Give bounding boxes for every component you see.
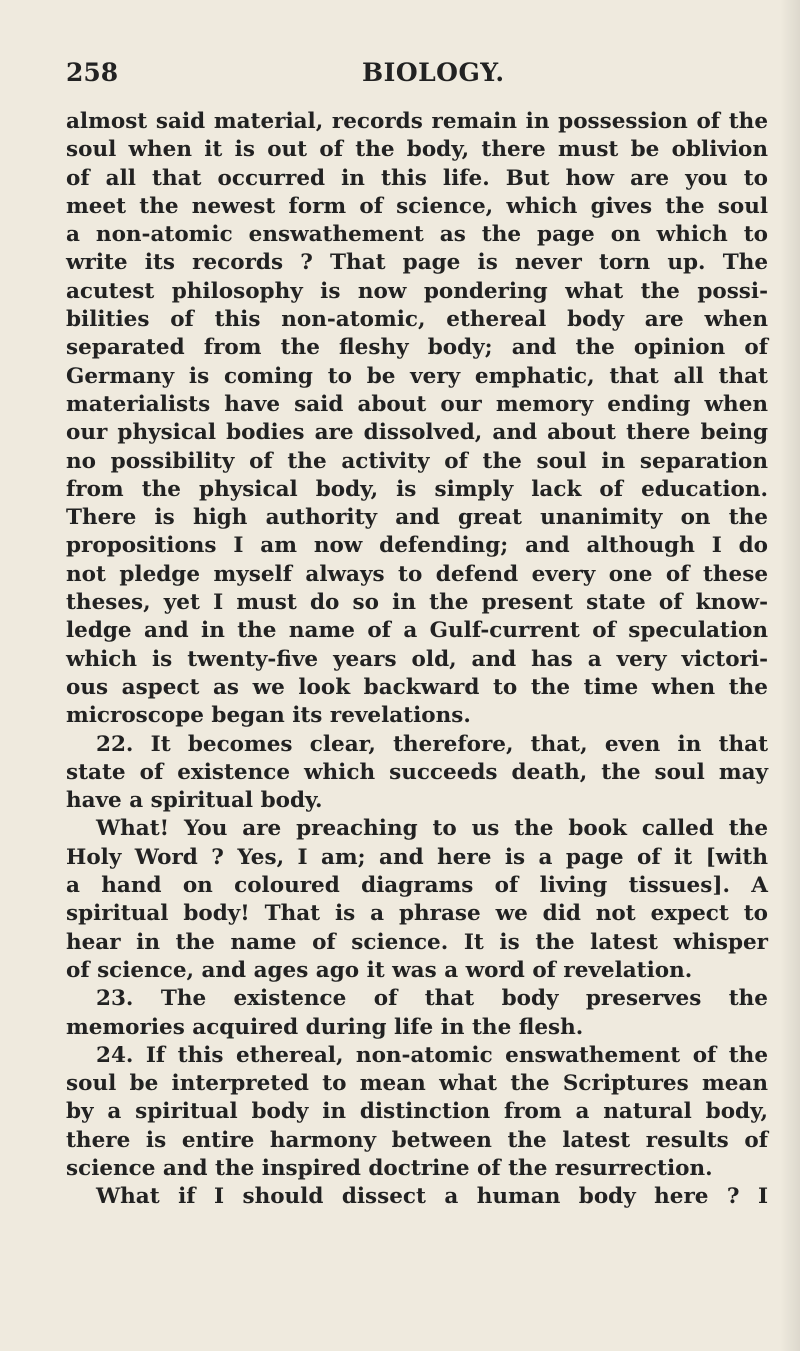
text-line: acutest philosophy is now pondering what the possi- bbox=[66, 278, 768, 304]
text-line: of all that occurred in this life. But how are you to bbox=[66, 165, 768, 191]
text-line: materialists have said about our memory ending when bbox=[66, 391, 768, 417]
text-line: have a spiritual body. bbox=[66, 788, 323, 814]
body-text bbox=[66, 108, 768, 1212]
text-line: Germany is coming to be very emphatic, that all that bbox=[66, 363, 768, 389]
text-line: of science, and ages ago it was a word of revelation. bbox=[66, 957, 693, 983]
text-line: What if I should dissect a human body here ? I bbox=[96, 1184, 768, 1210]
text-line: There is high authority and great unanimity on the bbox=[66, 505, 768, 531]
text-line: ous aspect as we look backward to the time when the bbox=[66, 674, 768, 700]
page-edge-shadow bbox=[780, 0, 800, 1351]
page-header bbox=[66, 58, 766, 94]
text-line: separated from the fleshy body; and the opinion of bbox=[66, 335, 768, 361]
text-line: Holy Word ? Yes, I am; and here is a page of it [with bbox=[66, 844, 768, 870]
text-line: from the physical body, is simply lack of education. bbox=[66, 476, 768, 502]
text-line: not pledge myself always to defend every one of these bbox=[66, 561, 768, 587]
text-line: by a spiritual body in distinction from a natural body, bbox=[66, 1099, 768, 1125]
text-line: memories acquired during life in the flesh. bbox=[66, 1014, 584, 1040]
text-line: hear in the name of science. It is the latest whisper bbox=[66, 929, 768, 955]
text-line: state of existence which succeeds death, the soul may bbox=[66, 759, 768, 785]
text-line: a hand on coloured diagrams of living tissues]. A bbox=[66, 873, 768, 899]
text-line: soul when it is out of the body, there must be oblivion bbox=[66, 137, 768, 163]
text-line: almost said material, records remain in possession of the bbox=[66, 109, 768, 134]
text-line: our physical bodies are dissolved, and about there being bbox=[66, 420, 768, 446]
text-line: theses, yet I must do so in the present state of know- bbox=[66, 590, 768, 616]
text-line: bilities of this non-atomic, ethereal body are when bbox=[66, 307, 768, 333]
text-line: What! You are preaching to us the book called the bbox=[96, 816, 768, 842]
page-number: 258 bbox=[66, 58, 119, 87]
running-head: BIOLOGY. bbox=[362, 58, 505, 87]
text-line: no possibility of the activity of the soul in separation bbox=[66, 448, 768, 474]
text-line: ledge and in the name of a Gulf-current of speculation bbox=[66, 618, 768, 644]
text-line: 24. If this ethereal, non-atomic enswathement of the bbox=[96, 1042, 768, 1068]
text-line: a non-atomic enswathement as the page on which to bbox=[66, 222, 768, 248]
text-line: 22. It becomes clear, therefore, that, even in that bbox=[96, 731, 768, 757]
text-line: propositions I am now defending; and although I do bbox=[66, 533, 768, 559]
text-line: there is entire harmony between the latest results of bbox=[66, 1127, 768, 1153]
text-line: spiritual body! That is a phrase we did not expect to bbox=[66, 901, 768, 927]
text-line: write its records ? That page is never torn up. The bbox=[66, 250, 768, 276]
text-line: 23. The existence of that body preserves the bbox=[96, 986, 768, 1012]
text-line: meet the newest form of science, which gives the soul bbox=[66, 193, 768, 219]
text-line: soul be interpreted to mean what the Scriptures mean bbox=[66, 1071, 768, 1097]
text-line: which is twenty-five years old, and has a very victori- bbox=[66, 646, 768, 672]
text-line: science and the inspired doctrine of the resurrection. bbox=[66, 1155, 713, 1181]
text-line: microscope began its revelations. bbox=[66, 703, 471, 729]
